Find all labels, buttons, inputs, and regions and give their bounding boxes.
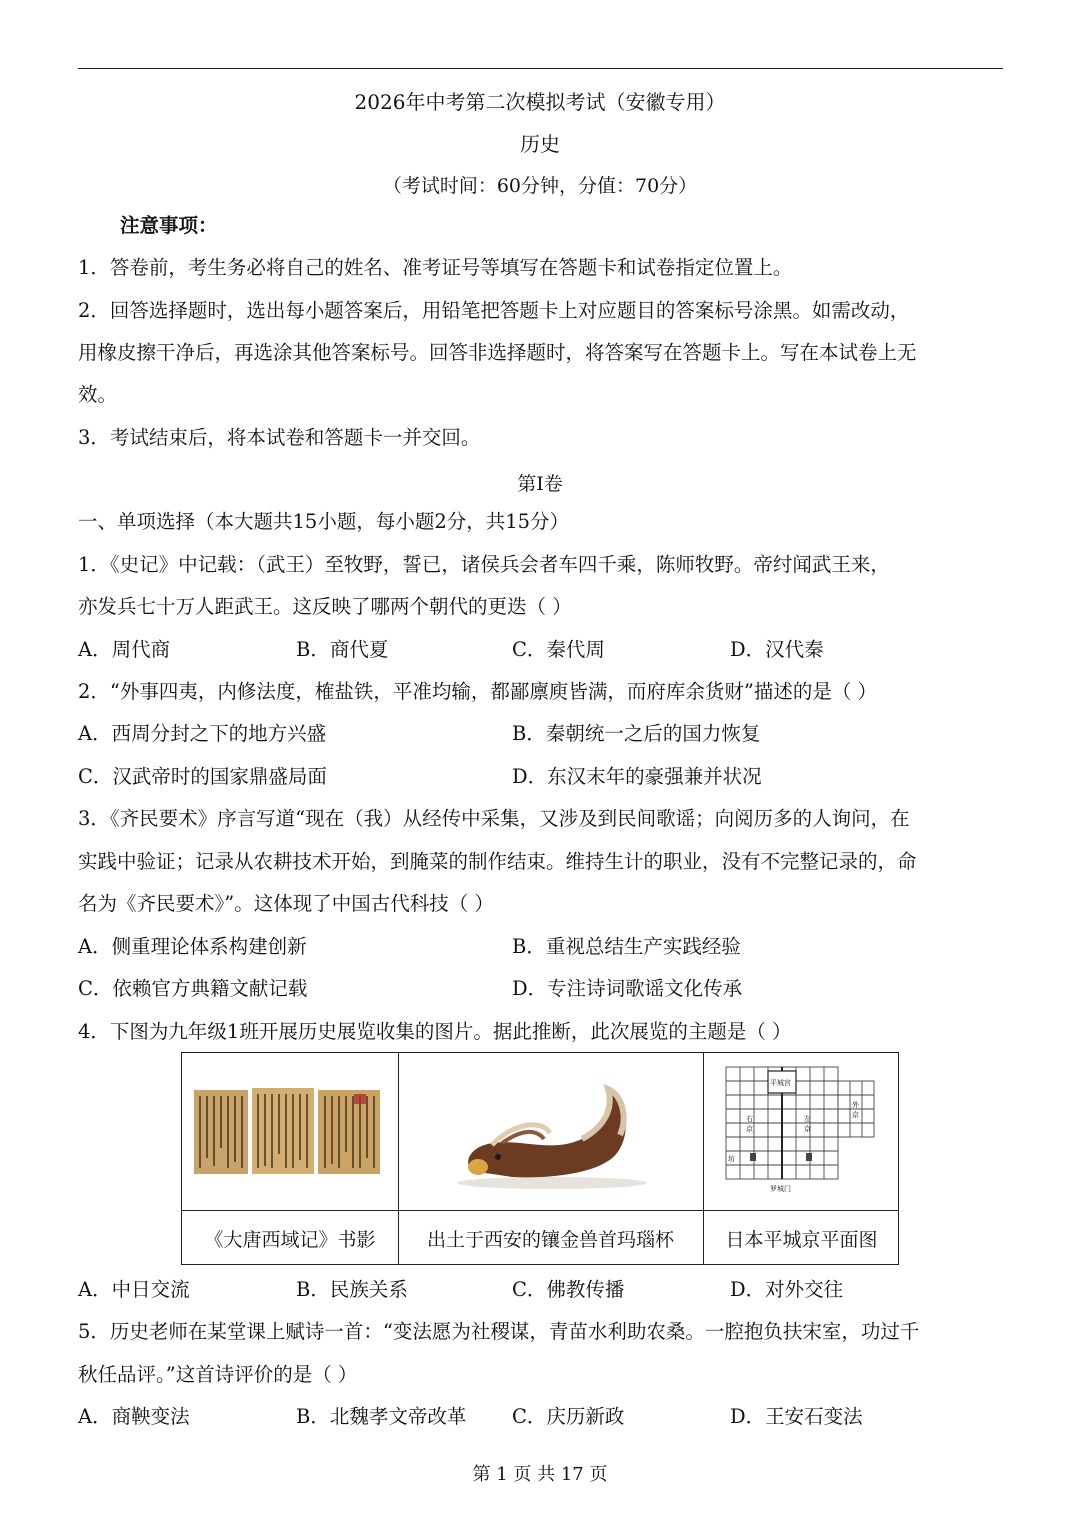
- q3-option-c: C．依赖官方典籍文献记载: [78, 977, 308, 1000]
- q3-line-1: 3．《齐民要术》序言写道“现在（我）从经传中采集，又涉及到民间歌谣；向阅历多的人询问，在: [78, 807, 910, 830]
- q4-option-a: A．中日交流: [78, 1278, 190, 1301]
- map-label-outer2: 京: [852, 1111, 859, 1119]
- map-label-left: 左: [804, 1115, 811, 1123]
- q2-option-a: A．西周分封之下的地方兴盛: [78, 722, 327, 745]
- q5-line-1: 5．历史老师在某堂课上赋诗一首：“变法愿为社稷谋，青苗水利助农桑。一腔抱负扶宋室，功过千: [78, 1320, 920, 1343]
- q1-option-d: D．汉代秦: [730, 638, 824, 661]
- q5-option-c: C．庆历新政: [512, 1405, 625, 1428]
- notice-line-2a: 2．回答选择题时，选出每小题答案后，用铅笔把答题卡上对应题目的答案标号涂黑。如需改动，: [78, 299, 910, 322]
- q5-option-b: B．北魏孝文帝改革: [296, 1405, 467, 1428]
- q1-line-1: 1．《史记》中记载：（武王）至牧野，誓已，诸侯兵会者车四千乘，陈师牧野。帝纣闻武王来，: [78, 553, 890, 576]
- q2-option-b: B．秦朝统一之后的国力恢复: [512, 722, 761, 745]
- volume-title: 第I卷: [517, 473, 563, 495]
- q2-option-c: C．汉武帝时的国家鼎盛局面: [78, 765, 327, 788]
- caption-book: 《大唐西域记》书影: [204, 1229, 376, 1251]
- q1-option-c: C．秦代周: [512, 638, 605, 661]
- caption-map: 日本平城京平面图: [725, 1229, 878, 1251]
- q3-line-3: 名为《齐民要术》”。这体现了中国古代科技（ ）: [78, 892, 494, 915]
- map-label-gate: 罗城门: [770, 1185, 791, 1193]
- q3-option-d: D．专注诗词歌谣文化传承: [512, 977, 743, 1000]
- heijokyo-map-image: [722, 1063, 882, 1201]
- subject-title: 历史: [520, 132, 560, 156]
- notice-line-3: 3．考试结束后，将本试卷和答题卡一并交回。: [78, 426, 481, 449]
- map-label-right: 右: [746, 1115, 753, 1123]
- header-rule: [78, 68, 1003, 69]
- q2-option-d: D．东汉末年的豪强兼并状况: [512, 765, 762, 788]
- q5-line-2: 秋任品评。”这首诗评价的是（ ）: [78, 1363, 358, 1386]
- notice-heading: 注意事项：: [120, 214, 218, 237]
- map-label-fang: 坊: [728, 1155, 735, 1163]
- q4-option-d: D．对外交往: [730, 1278, 844, 1301]
- book-pages-image: [194, 1088, 382, 1176]
- notice-line-2b: 用橡皮擦干净后，再选涂其他答案标号。回答非选择题时，将答案写在答题卡上。写在本试卷上无: [78, 341, 917, 364]
- q2-line-1: 2．“外事四夷，内修法度，榷盐铁，平准均输，都鄙廪庾皆满，而府库余货财”描述的是（ ）: [78, 680, 878, 703]
- q1-line-2: 亦发兵七十万人距武王。这反映了哪两个朝代的更迭（ ）: [78, 595, 572, 618]
- q3-option-b: B．重视总结生产实践经验: [512, 935, 741, 958]
- notice-line-2c: 效。: [78, 383, 118, 406]
- q4-option-c: C．佛教传播: [512, 1278, 625, 1301]
- q4-figure-table: [181, 1052, 899, 1265]
- q3-line-2: 实践中验证；记录从农耕技术开始，到腌菜的制作结束。维持生计的职业，没有不完整记录的，命: [78, 850, 917, 873]
- map-label-outer: 外: [852, 1101, 859, 1109]
- page-footer: 第 1 页 共 17 页: [472, 1464, 608, 1485]
- agate-cup-image: [432, 1073, 672, 1193]
- exam-info: （考试时间：60分钟，分值：70分）: [382, 175, 698, 197]
- q4-line-1: 4．下图为九年级1班开展历史展览收集的图片。据此推断，此次展览的主题是（ ）: [78, 1020, 792, 1043]
- map-label-palace: 平城宫: [770, 1079, 791, 1087]
- q1-option-a: A．周代商: [78, 638, 171, 661]
- map-label-right2: 京: [746, 1125, 753, 1133]
- q5-option-d: D．王安石变法: [730, 1405, 863, 1428]
- q3-option-a: A．侧重理论体系构建创新: [78, 935, 307, 958]
- notice-line-1: 1．答卷前，考生务必将自己的姓名、准考证号等填写在答题卡和试卷指定位置上。: [78, 256, 793, 279]
- q4-option-b: B．民族关系: [296, 1278, 408, 1301]
- caption-agate-cup: 出土于西安的镶金兽首玛瑙杯: [426, 1229, 674, 1251]
- q5-option-a: A．商鞅变法: [78, 1405, 190, 1428]
- exam-title: 2026年中考第二次模拟考试（安徽专用）: [354, 90, 726, 114]
- q1-option-b: B．商代夏: [296, 638, 389, 661]
- part-title: 一、单项选择（本大题共15小题，每小题2分，共15分）: [78, 510, 570, 533]
- map-label-left2: 京: [804, 1125, 811, 1133]
